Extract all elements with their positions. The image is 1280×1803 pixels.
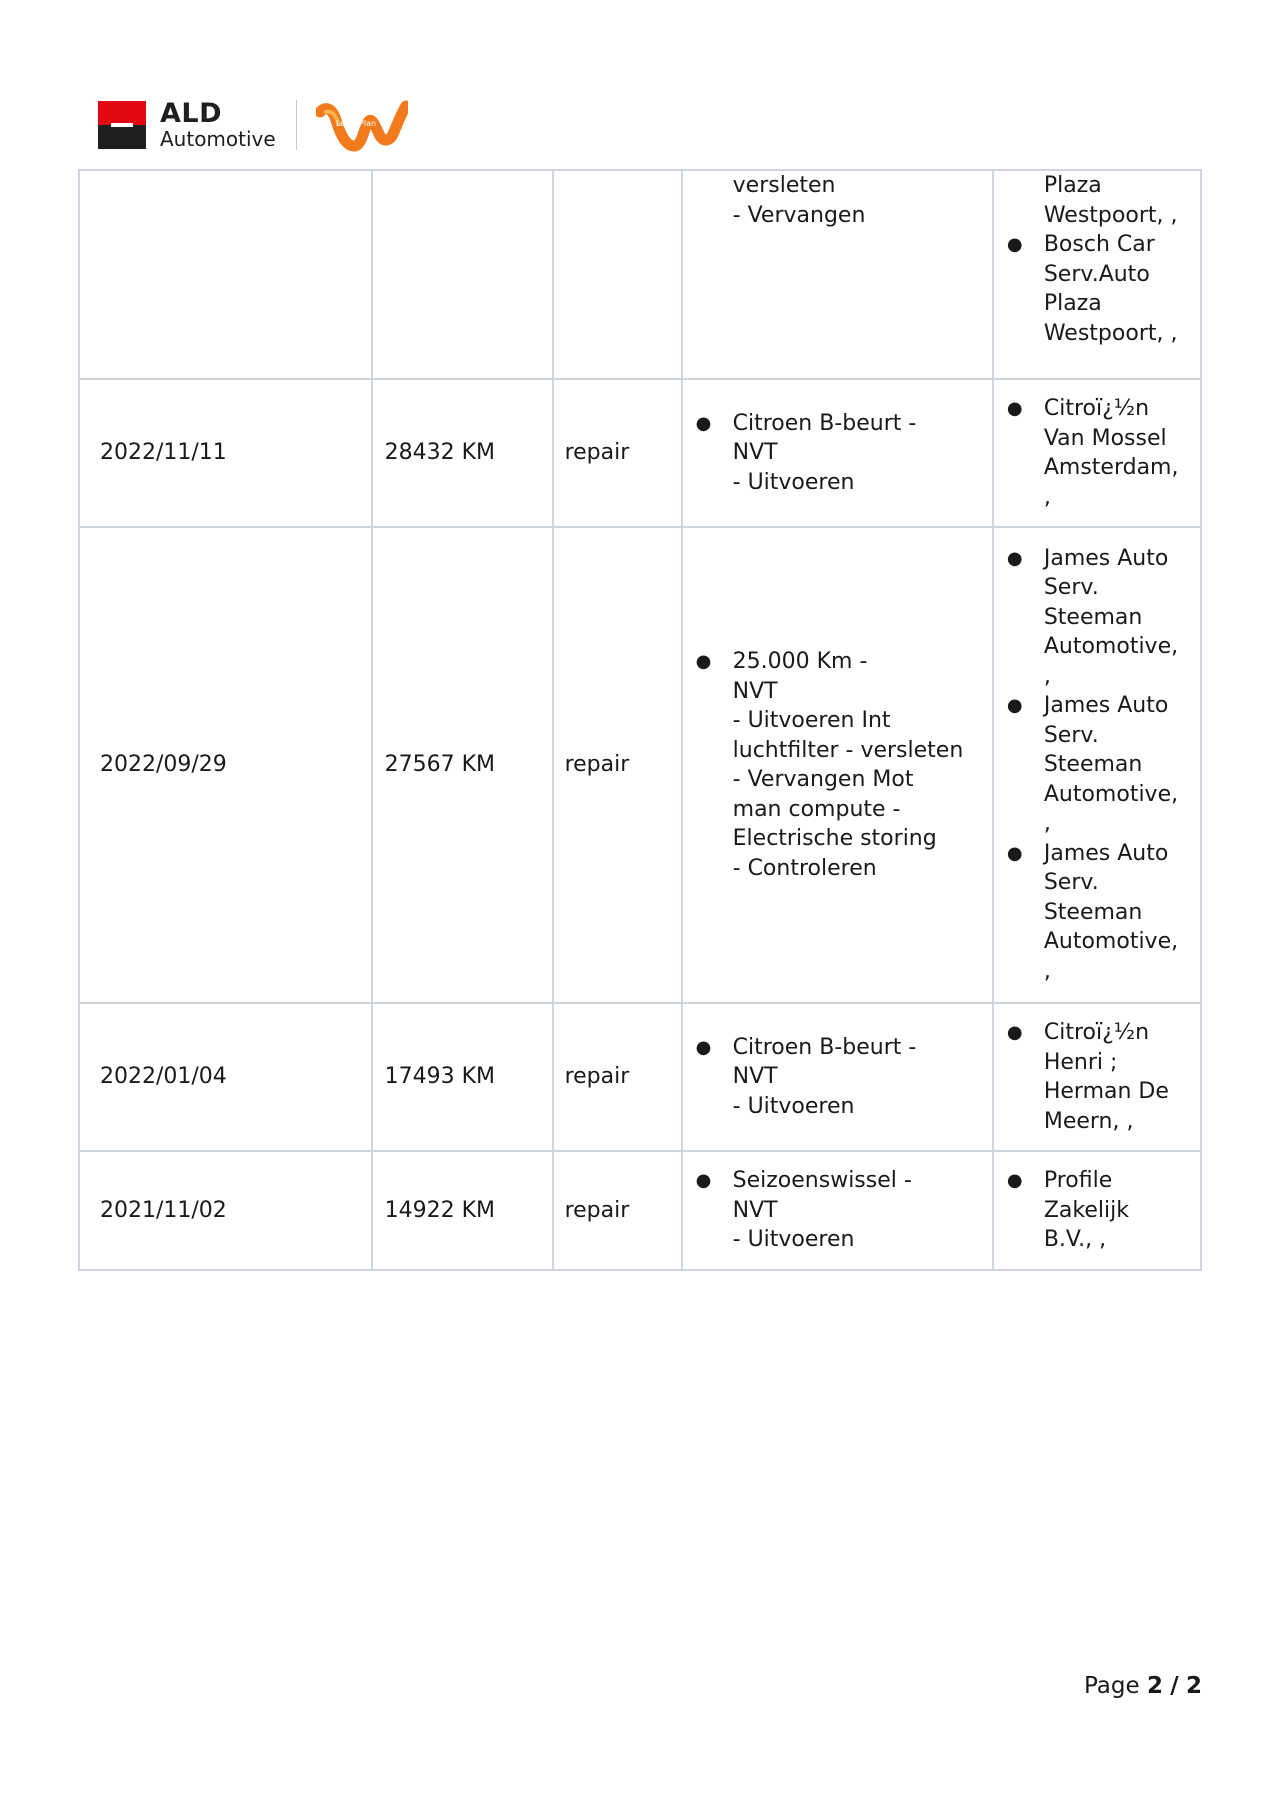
date-cell: 2022/11/11 [79, 379, 372, 527]
bullet-icon: ● [1006, 547, 1023, 569]
bullet-icon: ● [695, 412, 712, 434]
shops-cell [993, 170, 1201, 379]
work-text: Seizoenswissel - NVT - Uitvoeren [732, 1168, 912, 1253]
shops-list [994, 230, 1200, 348]
bullet-icon: ● [1006, 398, 1023, 419]
date-cell: 2022/01/04 [79, 1003, 372, 1151]
km-cell: 28432 KM [372, 379, 553, 527]
shop-text: James Auto Serv. Steeman Automotive, , [1043, 840, 1179, 984]
shops-list [994, 1166, 1200, 1255]
bullet-icon: ● [1006, 695, 1023, 717]
work-cell [682, 1151, 993, 1270]
km-cell: 17493 KM [372, 1003, 553, 1151]
bullet-icon: ● [1006, 234, 1023, 255]
work-cell [682, 170, 993, 379]
shop-text: Profile Zakelijk B.V., , [1043, 1168, 1129, 1253]
shop-list-item [994, 230, 1200, 348]
page-current: 2 [1146, 1673, 1163, 1699]
work-text: Citroen B-beurt - NVT - Uitvoeren [732, 1034, 917, 1119]
page-header [98, 98, 418, 152]
bullet-icon: ● [695, 651, 712, 672]
page-separator: / [1170, 1673, 1179, 1699]
shops-list [994, 544, 1200, 987]
work-list-item [683, 1166, 992, 1255]
ald-logo-name: ALD [160, 98, 223, 129]
type-cell: repair [553, 1151, 682, 1270]
km-cell [372, 170, 553, 379]
shop-text: Citroï¿½n Henri ; Herman De Meern, , [1043, 1020, 1169, 1134]
shops-cell [993, 1003, 1201, 1151]
bullet-icon: ● [1006, 842, 1023, 864]
table-row [79, 527, 1201, 1003]
bullet-icon: ● [695, 1170, 712, 1192]
date-cell: 2022/09/29 [79, 527, 372, 1003]
work-text: 25.000 Km - NVT - Uitvoeren Int luchtfilter - versleten - Vervangen Mot man compute - Electrische storing - Controleren [732, 649, 964, 881]
date-cell [79, 170, 372, 379]
table-row [79, 1151, 1201, 1270]
shop-list-item [994, 839, 1200, 987]
shop-list-item [994, 544, 1200, 692]
table-row [79, 379, 1201, 527]
bullet-icon: ● [1006, 1022, 1023, 1043]
type-cell: repair [553, 1003, 682, 1151]
table-row-continued [79, 170, 1201, 379]
work-list [683, 409, 992, 498]
logo-divider [296, 100, 297, 150]
work-list-item [683, 409, 992, 498]
shop-list-item [994, 394, 1200, 512]
shops-cell [993, 1151, 1201, 1270]
shop-list-item [994, 1166, 1200, 1255]
shop-text: James Auto Serv. Steeman Automotive, , [1043, 545, 1179, 689]
shop-text: Citroï¿½n Van Mossel Amsterdam, , [1043, 396, 1179, 510]
work-list-item [683, 1033, 992, 1122]
work-list [683, 1166, 992, 1255]
work-cell [682, 527, 993, 1003]
work-text: Citroen B-beurt - NVT - Uitvoeren [732, 410, 917, 495]
bullet-icon: ● [1006, 1170, 1023, 1192]
shops-cell [993, 379, 1201, 527]
type-cell: repair [553, 527, 682, 1003]
ald-logo-mark [98, 101, 146, 149]
km-cell: 14922 KM [372, 1151, 553, 1270]
shop-text: Plaza Westpoort, , [1043, 173, 1178, 228]
shop-list-item [994, 691, 1200, 839]
leaseplan-logo-text: LeasePlan [335, 119, 377, 128]
shop-text: Bosch Car Serv.Auto Plaza Westpoort, , [1043, 232, 1178, 346]
page-total: 2 [1185, 1673, 1202, 1699]
work-list [683, 1033, 992, 1122]
maintenance-history-table [78, 169, 1202, 1271]
date-cell: 2021/11/02 [79, 1151, 372, 1270]
work-list [683, 647, 992, 883]
work-cell [682, 1003, 993, 1151]
type-cell [553, 170, 682, 379]
leaseplan-logo [316, 98, 408, 152]
shops-list [994, 1018, 1200, 1136]
work-list-item [683, 647, 992, 883]
shop-text: James Auto Serv. Steeman Automotive, , [1043, 693, 1179, 837]
work-cell [682, 379, 993, 527]
bullet-icon: ● [695, 1036, 712, 1058]
shops-list [994, 394, 1200, 512]
work-text: versleten - Vervangen [732, 173, 866, 228]
type-cell: repair [553, 379, 682, 527]
ald-logo-subtitle: Automotive [160, 127, 276, 151]
shop-list-item [994, 1018, 1200, 1136]
table-row [79, 1003, 1201, 1151]
shops-cell [993, 527, 1201, 1003]
km-cell: 27567 KM [372, 527, 553, 1003]
page-footer [1084, 1673, 1202, 1699]
page-label: Page [1083, 1673, 1140, 1699]
